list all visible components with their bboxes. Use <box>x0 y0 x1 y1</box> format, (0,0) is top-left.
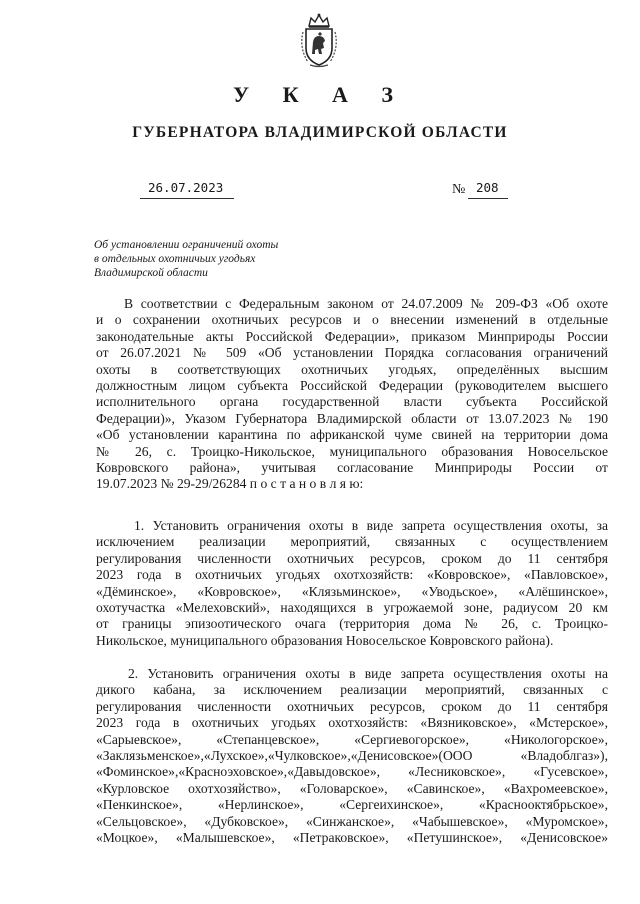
text-line: охотучастка «Мелеховский», находящихся в угрожаемой зоне, радиусом 20 км <box>96 600 608 616</box>
text-line: «Моцкое», «Малышевское», «Петраковское», «Петушинское», «Денисовское» <box>96 830 608 846</box>
text-line: Федерации)», Указом Губернатора Владимирской области от 13.07.2023 № 190 <box>96 410 608 426</box>
text-line: от границы эпизоотического очага (территория дома № 26, с. Троицко- <box>96 616 608 632</box>
number-label: № <box>452 182 466 197</box>
text-line: законодательные акты Российской Федерации», приказом Минприроды России <box>96 328 608 344</box>
text-line: должностным лицом субъекта Российской Федерации (руководителем высшего <box>96 378 608 394</box>
text-line: «Фоминское»,«Красноэховское»,«Давыдовское», «Лесниковское», «Гусевское», <box>96 764 608 780</box>
text-line: регулирования численности охотничьих ресурсов, сроком до 11 сентября <box>96 698 608 714</box>
text-line: 1. Установить ограничения охоты в виде запрета осуществления охоты, за <box>134 518 608 533</box>
text-line: дикого кабана, за исключением реализации мероприятий, связанных с <box>96 682 608 698</box>
text-line: «Заклязьменское»,«Лухское»,«Чулковское»,«Денисовское»(ООО «Владоблгаз»), <box>96 748 608 764</box>
text-line: «Курловское охотхозяйство», «Головарское», «Савинское», «Вахромеевское», <box>96 780 608 796</box>
text-line: исключением реализации мероприятий, связанных с осуществлением <box>96 534 608 550</box>
text-line: «Сарыевское», «Степанцевское», «Сергиевогорское», «Никологорское», <box>96 731 608 747</box>
coat-of-arms-icon <box>296 12 342 68</box>
document-number: 208 <box>476 180 499 195</box>
text-line: охоты в соответствующих охотничьих угодьях, определённых высшим <box>96 361 608 377</box>
text-line: «Об установлении карантина по африканской чуме свиней на территории дома <box>96 427 608 443</box>
text-line: «Пенкинское», «Нерлинское», «Сергеихинское», «Краснооктябрьское», <box>96 797 608 813</box>
text-line: и о сохранении охотничьих ресурсов и о внесении изменений в отдельные <box>96 312 608 328</box>
text-line: В соответствии с Федеральным законом от 24.07.2009 № 209-ФЗ «Об охоте <box>124 296 608 311</box>
document-date: 26.07.2023 <box>148 180 224 195</box>
text-line: «Дёминское», «Ковровское», «Клязьминское», «Уводьское», «Алёшинское», <box>96 583 608 599</box>
text-line: 2023 года в охотничьих угодьях охотхозяйств: «Ковровское», «Павловское», <box>96 567 608 583</box>
document-subject <box>94 238 334 280</box>
date-underline <box>140 198 234 199</box>
subject-line: Владимирской области <box>94 267 208 279</box>
text-line: 19.07.2023 № 29-29/26284 п о с т а н о в л я ю: <box>96 476 364 492</box>
number-underline <box>468 198 508 199</box>
document-title: У К А З <box>232 82 408 107</box>
text-line: 2023 года в охотничьих угодьях охотхозяйств: «Вязниковское», «Мстерское», <box>96 715 608 731</box>
subject-line: Об установлении ограничений охоты <box>94 239 279 251</box>
text-line: исполнительного органа государственной власти субъекта Российской <box>96 394 608 410</box>
text-line: Ковровского района», учитывая согласование Минприроды России от <box>96 460 608 476</box>
text-line: регулирования численности охотничьих ресурсов, сроком до 11 сентября <box>96 550 608 566</box>
text-line: от 26.07.2021 № 509 «Об установлении Порядка согласования ограничений <box>96 345 608 361</box>
text-line: № 26, с. Троицко-Никольское, муниципального образования Новосельское <box>96 443 608 459</box>
text-line: Никольское, муниципального образования Новосельское Ковровского района). <box>96 632 554 648</box>
text-line: «Сельцовское», «Дубковское», «Синжанское», «Чабышевское», «Муромское», <box>96 813 608 829</box>
item-2-paragraph <box>96 666 608 846</box>
preamble-paragraph <box>96 296 608 493</box>
item-1-paragraph <box>96 518 608 649</box>
subject-line: в отдельных охотничьих угодьях <box>94 253 256 265</box>
document-subtitle: ГУБЕРНАТОРА ВЛАДИМИРСКОЙ ОБЛАСТИ <box>132 124 508 141</box>
text-line: 2. Установить ограничения охоты в виде запрета осуществления охоты на <box>128 666 608 681</box>
